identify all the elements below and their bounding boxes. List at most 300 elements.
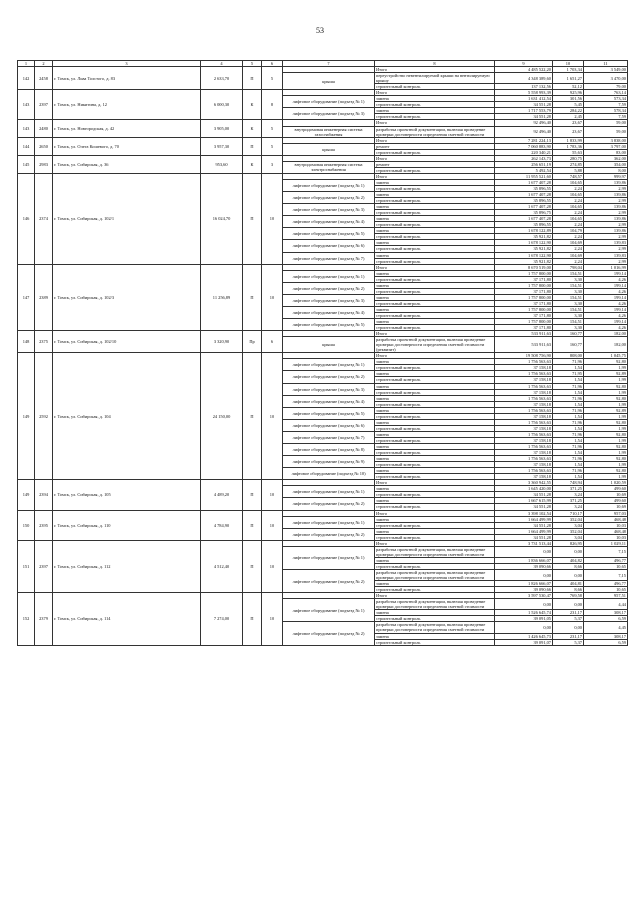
cost-per-sqm: 154,51 bbox=[553, 319, 584, 325]
cost-limit: 573,34 bbox=[584, 96, 628, 102]
cost-limit: 10,69 bbox=[584, 504, 628, 510]
cost-per-sqm: 1 703,34 bbox=[553, 67, 584, 73]
cost-total: 34 551,28 bbox=[495, 534, 553, 540]
work-stage: замена bbox=[375, 282, 495, 288]
cost-per-sqm: 71,96 bbox=[553, 456, 584, 462]
cost-per-sqm: 3,30 bbox=[553, 300, 584, 306]
house-address: г. Томск, ул. Сибирская, д. 36 bbox=[53, 155, 201, 173]
cost-total: 35 921,82 bbox=[495, 258, 553, 264]
work-type: лифтовое оборудование (подъезд № 4) bbox=[283, 306, 375, 318]
row-number: 143 bbox=[18, 90, 35, 120]
cost-total: 35 921,82 bbox=[495, 246, 553, 252]
cost-per-sqm: 710,17 bbox=[553, 510, 584, 516]
work-stage: разработка проектной документации, включая проведение проверки достоверности определения сметной стоимости bbox=[375, 622, 495, 633]
cost-limit: 308,17 bbox=[584, 610, 628, 616]
work-stage: строительный контроль bbox=[375, 425, 495, 431]
cost-limit: 6,59 bbox=[584, 639, 628, 645]
cost-total: 19 508 756,90 bbox=[495, 353, 553, 359]
work-stage: Итого bbox=[375, 155, 495, 161]
work-stage: строительный контроль bbox=[375, 149, 495, 155]
floor-count: 5 bbox=[262, 137, 283, 155]
cost-per-sqm: 0,00 bbox=[553, 622, 584, 633]
cost-per-sqm: 2,24 bbox=[553, 185, 584, 191]
cost-per-sqm: 798,04 bbox=[553, 264, 584, 270]
cost-total: 39 090,66 bbox=[495, 587, 553, 593]
cost-per-sqm: 3,30 bbox=[553, 325, 584, 331]
wall-material: П bbox=[243, 353, 262, 480]
work-stage: строительный контроль bbox=[375, 437, 495, 443]
work-stage: строительный контроль bbox=[375, 504, 495, 510]
work-stage: замена bbox=[375, 306, 495, 312]
cost-limit: 1,99 bbox=[584, 413, 628, 419]
work-type: лифтовое оборудование (подъезд № 9) bbox=[283, 456, 375, 468]
cost-limit: 199,14 bbox=[584, 294, 628, 300]
work-stage: замена bbox=[375, 383, 495, 389]
house-area: 3 905,00 bbox=[201, 120, 243, 137]
work-stage: замена bbox=[375, 270, 495, 276]
floor-count: 10 bbox=[262, 540, 283, 592]
wall-material: К bbox=[243, 120, 262, 137]
cost-total: 1 757 800,00 bbox=[495, 270, 553, 276]
work-type: лифтовое оборудование (подъезд № 2) bbox=[283, 622, 375, 645]
work-stage: замена bbox=[375, 486, 495, 492]
work-type: крыша bbox=[283, 337, 375, 353]
cost-total: 92 496,40 bbox=[495, 120, 553, 126]
work-stage: разработка проектной документации, включая проведение проверки достоверности определения сметной стоимости bbox=[375, 126, 495, 137]
work-type: лифтовое оборудование (подъезд № 1) bbox=[283, 96, 375, 108]
cost-per-sqm: 160,77 bbox=[553, 331, 584, 337]
work-stage: строительный контроль bbox=[375, 312, 495, 318]
work-stage: замена bbox=[375, 516, 495, 522]
work-stage: переустройство невентилируемой крыши на вентилируемую крышу bbox=[375, 73, 495, 84]
cost-limit: 199,14 bbox=[584, 270, 628, 276]
work-type: лифтовое оборудование (подъезд № 5) bbox=[283, 407, 375, 419]
cost-per-sqm: 352,04 bbox=[553, 528, 584, 534]
work-stage: замена bbox=[375, 204, 495, 210]
house-code: 2379 bbox=[35, 593, 53, 645]
cost-limit: 1,99 bbox=[584, 425, 628, 431]
cost-limit: 182,00 bbox=[584, 331, 628, 337]
work-stage: замена bbox=[375, 216, 495, 222]
cost-per-sqm: 71,96 bbox=[553, 419, 584, 425]
work-type: лифтовое оборудование (подъезд № 3) bbox=[283, 383, 375, 395]
cost-limit: 139,83 bbox=[584, 252, 628, 258]
cost-total: 5 558 993,39 bbox=[495, 90, 553, 96]
cost-total: 34 551,28 bbox=[495, 504, 553, 510]
cost-per-sqm: 5,45 bbox=[553, 102, 584, 108]
cost-total: 3 398 102,54 bbox=[495, 510, 553, 516]
cost-per-sqm: 925,96 bbox=[553, 90, 584, 96]
cost-total: 37 158,18 bbox=[495, 389, 553, 395]
cost-total: 1 757 800,00 bbox=[495, 294, 553, 300]
cost-total: 37 171,80 bbox=[495, 325, 553, 331]
cost-per-sqm: 154,51 bbox=[553, 282, 584, 288]
cost-limit: 3 838,00 bbox=[584, 137, 628, 143]
cost-limit: 139,86 bbox=[584, 204, 628, 210]
work-stage: строительный контроль bbox=[375, 462, 495, 468]
house-area: 2 633,70 bbox=[201, 67, 243, 90]
cost-total: 34 551,28 bbox=[495, 102, 553, 108]
work-stage: строительный контроль bbox=[375, 84, 495, 90]
cost-total: 34 551,28 bbox=[495, 114, 553, 120]
house-address: г. Томск, ул. Новгородская, д. 42 bbox=[53, 120, 201, 137]
work-stage: строительный контроль bbox=[375, 401, 495, 407]
work-stage: строительный контроль bbox=[375, 616, 495, 622]
work-type: лифтовое оборудование (подъезд № 4) bbox=[283, 216, 375, 228]
cost-total: 37 171,80 bbox=[495, 276, 553, 282]
cost-limit: 1,99 bbox=[584, 377, 628, 383]
cost-per-sqm: 404,82 bbox=[553, 557, 584, 563]
cost-per-sqm: 71,96 bbox=[553, 395, 584, 401]
floor-count: 5 bbox=[262, 67, 283, 90]
cost-total: 39 091,05 bbox=[495, 616, 553, 622]
cost-limit: 1,99 bbox=[584, 450, 628, 456]
cost-total: 1 664 499,99 bbox=[495, 516, 553, 522]
cost-total: 35 896,55 bbox=[495, 185, 553, 191]
cost-per-sqm: 154,51 bbox=[553, 306, 584, 312]
cost-total: 37 158,18 bbox=[495, 377, 553, 383]
cost-limit: 92,89 bbox=[584, 407, 628, 413]
floor-count: 10 bbox=[262, 353, 283, 480]
cost-limit: 2,99 bbox=[584, 185, 628, 191]
cost-per-sqm: 71,96 bbox=[553, 431, 584, 437]
cost-total: 34 551,28 bbox=[495, 492, 553, 498]
cost-limit: 2,99 bbox=[584, 198, 628, 204]
cost-limit: 92,80 bbox=[584, 444, 628, 450]
cost-limit: 139,86 bbox=[584, 192, 628, 198]
work-stage: строительный контроль bbox=[375, 114, 495, 120]
work-stage: разработка проектной документации, включая проведение проверки достоверности определения сметной стоимости (реквизит) bbox=[375, 337, 495, 353]
cost-per-sqm: 52,12 bbox=[553, 84, 584, 90]
work-stage: строительный контроль bbox=[375, 288, 495, 294]
work-stage: Итого bbox=[375, 90, 495, 96]
house-address: г. Томск, ул. Сибирская, д. 112 bbox=[53, 540, 201, 592]
work-stage: ремонт bbox=[375, 161, 495, 167]
column-number: 3 bbox=[53, 61, 201, 67]
cost-per-sqm: 2,45 bbox=[553, 114, 584, 120]
cost-per-sqm: 1,54 bbox=[553, 437, 584, 443]
cost-total: 37 158,18 bbox=[495, 413, 553, 419]
cost-limit: 2,99 bbox=[584, 246, 628, 252]
floor-count: 3 bbox=[262, 155, 283, 173]
work-type: лифтовое оборудование (подъезд № 1) bbox=[283, 270, 375, 282]
work-stage: Итого bbox=[375, 331, 495, 337]
cost-limit: 92,80 bbox=[584, 468, 628, 474]
work-stage: замена bbox=[375, 431, 495, 437]
cost-limit: 362,00 bbox=[584, 155, 628, 161]
cost-total: 0,00 bbox=[495, 569, 553, 580]
cost-per-sqm: 748,57 bbox=[553, 173, 584, 179]
house-code: 2480 bbox=[35, 120, 53, 137]
cost-per-sqm: 808,00 bbox=[553, 353, 584, 359]
cost-per-sqm: 71,96 bbox=[553, 383, 584, 389]
cost-per-sqm: 3,24 bbox=[553, 504, 584, 510]
work-type: лифтовое оборудование (подъезд № 1) bbox=[283, 359, 375, 371]
cost-total: 533 911,63 bbox=[495, 331, 553, 337]
cost-per-sqm: 371,25 bbox=[553, 498, 584, 504]
wall-material: П bbox=[243, 137, 262, 155]
cost-per-sqm: 104,69 bbox=[553, 240, 584, 246]
cost-per-sqm: 284,22 bbox=[553, 108, 584, 114]
cost-limit: 1 020,59 bbox=[584, 480, 628, 486]
work-stage: замена bbox=[375, 610, 495, 616]
cost-total: 0,00 bbox=[495, 622, 553, 633]
work-stage: строительный контроль bbox=[375, 474, 495, 480]
cost-total: 37 171,80 bbox=[495, 312, 553, 318]
work-type: лифтовое оборудование (подъезд № 2) bbox=[283, 569, 375, 592]
work-stage: строительный контроль bbox=[375, 276, 495, 282]
cost-total: 37 158,18 bbox=[495, 401, 553, 407]
cost-total: 1 664 499,99 bbox=[495, 528, 553, 534]
cost-per-sqm: 71,96 bbox=[553, 444, 584, 450]
cost-total: 1 426 645,73 bbox=[495, 633, 553, 639]
cost-total: 37 171,80 bbox=[495, 288, 553, 294]
row-number: 150 bbox=[18, 510, 35, 540]
wall-material: П bbox=[243, 173, 262, 264]
cost-total: 1 677 407,28 bbox=[495, 204, 553, 210]
cost-limit: 4,26 bbox=[584, 300, 628, 306]
cost-total: 1 678 122,90 bbox=[495, 252, 553, 258]
cost-per-sqm: 231,17 bbox=[553, 610, 584, 616]
house-code: 2394 bbox=[35, 480, 53, 510]
cost-total: 1 756 563,63 bbox=[495, 395, 553, 401]
row-number: 142 bbox=[18, 67, 35, 90]
cost-total: 39 091,07 bbox=[495, 639, 553, 645]
work-stage: Итого bbox=[375, 137, 495, 143]
work-stage: строительный контроль bbox=[375, 185, 495, 191]
cost-total: 1 631 412,54 bbox=[495, 96, 553, 102]
cost-per-sqm: 2,24 bbox=[553, 234, 584, 240]
work-stage: строительный контроль bbox=[375, 377, 495, 383]
cost-limit: 92,80 bbox=[584, 456, 628, 462]
cost-total: 92 496,40 bbox=[495, 126, 553, 137]
house-area: 11 256,89 bbox=[201, 264, 243, 331]
column-number: 2 bbox=[35, 61, 53, 67]
cost-limit: 468,48 bbox=[584, 528, 628, 534]
work-stage: замена bbox=[375, 407, 495, 413]
cost-total: 39 090,66 bbox=[495, 563, 553, 569]
cost-total: 3 360 942,55 bbox=[495, 480, 553, 486]
cost-per-sqm: 160,77 bbox=[553, 337, 584, 353]
house-address: г. Томск, ул. Сибирская, д. 105 bbox=[53, 480, 201, 510]
column-number: 9 bbox=[495, 61, 553, 67]
work-stage: замена bbox=[375, 468, 495, 474]
cost-per-sqm: 231,17 bbox=[553, 633, 584, 639]
floor-count: 5 bbox=[262, 120, 283, 137]
work-type: лифтовое оборудование (подъезд № 3) bbox=[283, 204, 375, 216]
work-type: лифтовое оборудование (подъезд № 7) bbox=[283, 431, 375, 443]
cost-limit: 10,65 bbox=[584, 563, 628, 569]
cost-limit: 763,14 bbox=[584, 90, 628, 96]
house-area: 3 320,90 bbox=[201, 331, 243, 353]
cost-limit: 79,00 bbox=[584, 84, 628, 90]
cost-per-sqm: 2,24 bbox=[553, 198, 584, 204]
cost-limit: 7,59 bbox=[584, 114, 628, 120]
column-number: 1 bbox=[18, 61, 35, 67]
cost-per-sqm: 1,54 bbox=[553, 425, 584, 431]
house-area: 4 489,20 bbox=[201, 480, 243, 510]
cost-total: 35 896,55 bbox=[495, 198, 553, 204]
work-stage: замена bbox=[375, 498, 495, 504]
cost-limit: 10,65 bbox=[584, 587, 628, 593]
cost-total: 0,00 bbox=[495, 599, 553, 610]
work-stage: замена bbox=[375, 528, 495, 534]
cost-per-sqm: 1 651,27 bbox=[553, 73, 584, 84]
cost-limit: 4,26 bbox=[584, 312, 628, 318]
cost-per-sqm: 301,56 bbox=[553, 96, 584, 102]
work-stage: Итого bbox=[375, 120, 495, 126]
cost-limit: 139,83 bbox=[584, 240, 628, 246]
cost-total: 1 756 563,63 bbox=[495, 383, 553, 389]
work-stage: строительный контроль bbox=[375, 258, 495, 264]
cost-limit: 139,86 bbox=[584, 179, 628, 185]
work-stage: Итого bbox=[375, 540, 495, 546]
cost-limit: 1,99 bbox=[584, 474, 628, 480]
cost-total: 37 158,18 bbox=[495, 450, 553, 456]
work-stage: строительный контроль bbox=[375, 198, 495, 204]
cost-total: 1 757 800,00 bbox=[495, 306, 553, 312]
cost-per-sqm: 1 833,99 bbox=[553, 137, 584, 143]
wall-material: П bbox=[243, 593, 262, 645]
work-stage: замена bbox=[375, 371, 495, 377]
cost-limit: 1,99 bbox=[584, 365, 628, 371]
work-stage: строительный контроль bbox=[375, 365, 495, 371]
house-address: г. Томск, ул. Олега Кошевого, д. 70 bbox=[53, 137, 201, 155]
cost-limit: 4,26 bbox=[584, 276, 628, 282]
cost-limit: 496,77 bbox=[584, 557, 628, 563]
work-type: лифтовое оборудование (подъезд № 10) bbox=[283, 468, 375, 480]
work-stage: Итого bbox=[375, 67, 495, 73]
cost-limit: 92,89 bbox=[584, 371, 628, 377]
cost-per-sqm: 104,65 bbox=[553, 179, 584, 185]
repair-register-table bbox=[17, 60, 628, 646]
cost-total: 37 158,18 bbox=[495, 425, 553, 431]
cost-per-sqm: 1,54 bbox=[553, 474, 584, 480]
cost-limit: 139,86 bbox=[584, 216, 628, 222]
cost-per-sqm: 274,85 bbox=[553, 161, 584, 167]
work-stage: строительный контроль bbox=[375, 639, 495, 645]
cost-limit: 199,14 bbox=[584, 282, 628, 288]
cost-total: 37 171,80 bbox=[495, 300, 553, 306]
work-stage: замена bbox=[375, 633, 495, 639]
house-area: 4 512,40 bbox=[201, 540, 243, 592]
cost-per-sqm: 1 783,36 bbox=[553, 143, 584, 149]
cost-total: 3 597 530,47 bbox=[495, 593, 553, 599]
cost-limit: 4,44 bbox=[584, 599, 628, 610]
cost-limit: 59,00 bbox=[584, 120, 628, 126]
row-number: 151 bbox=[18, 540, 35, 592]
work-stage: замена bbox=[375, 319, 495, 325]
cost-limit: 7,15 bbox=[584, 546, 628, 557]
cost-limit: 499,60 bbox=[584, 498, 628, 504]
cost-limit: 7,15 bbox=[584, 569, 628, 580]
cost-limit: 92,80 bbox=[584, 419, 628, 425]
cost-total: 7 060 883,90 bbox=[495, 143, 553, 149]
work-stage: строительный контроль bbox=[375, 246, 495, 252]
cost-per-sqm: 826,95 bbox=[553, 540, 584, 546]
column-number: 7 bbox=[283, 61, 375, 67]
column-number: 6 bbox=[262, 61, 283, 67]
cost-limit: 2,99 bbox=[584, 258, 628, 264]
cost-total: 4 485 522,20 bbox=[495, 67, 553, 73]
cost-limit: 1 029,11 bbox=[584, 540, 628, 546]
work-type: лифтовое оборудование (подъезд № 4) bbox=[283, 395, 375, 407]
work-type: лифтовое оборудование (подъезд № 3) bbox=[283, 108, 375, 120]
cost-per-sqm: 8,66 bbox=[553, 563, 584, 569]
cost-total: 35 921,82 bbox=[495, 234, 553, 240]
cost-total: 37 158,18 bbox=[495, 365, 553, 371]
work-stage: ремонт bbox=[375, 143, 495, 149]
cost-per-sqm: 154,51 bbox=[553, 270, 584, 276]
cost-limit: 3 549,00 bbox=[584, 67, 628, 73]
cost-total: 1 756 563,63 bbox=[495, 371, 553, 377]
cost-per-sqm: 0,00 bbox=[553, 599, 584, 610]
cost-total: 1 836 666,07 bbox=[495, 557, 553, 563]
work-stage: Итого bbox=[375, 510, 495, 516]
work-type: лифтовое оборудование (подъезд № 1) bbox=[283, 599, 375, 622]
work-stage: замена bbox=[375, 359, 495, 365]
row-number: 148 bbox=[18, 331, 35, 353]
cost-limit: 139,86 bbox=[584, 228, 628, 234]
work-type: крыша bbox=[283, 143, 375, 155]
cost-limit: 468,48 bbox=[584, 516, 628, 522]
work-stage: замена bbox=[375, 96, 495, 102]
house-address: г. Томск, ул. Сибирская, д. 102/10 bbox=[53, 331, 201, 353]
cost-per-sqm: 3,30 bbox=[553, 312, 584, 318]
cost-limit: 496,77 bbox=[584, 581, 628, 587]
cost-limit: 3 797,00 bbox=[584, 143, 628, 149]
cost-per-sqm: 3,24 bbox=[553, 492, 584, 498]
work-stage: строительный контроль bbox=[375, 300, 495, 306]
work-type: лифтовое оборудование (подъезд № 1) bbox=[283, 516, 375, 528]
house-code: 2389 bbox=[35, 264, 53, 331]
floor-count: 6 bbox=[262, 331, 283, 353]
cost-total: 1 678 122,89 bbox=[495, 228, 553, 234]
work-type: внутридомовая инженерная система газоснабжения bbox=[283, 126, 375, 137]
cost-total: 1 717 553,79 bbox=[495, 108, 553, 114]
cost-total: 1 756 563,63 bbox=[495, 444, 553, 450]
cost-limit: 4,45 bbox=[584, 622, 628, 633]
cost-per-sqm: 104,79 bbox=[553, 228, 584, 234]
cost-total: 37 158,18 bbox=[495, 437, 553, 443]
work-stage: строительный контроль bbox=[375, 234, 495, 240]
house-address: г. Томск, ул. Сибирская, д. 114 bbox=[53, 593, 201, 645]
house-code: 2375 bbox=[35, 331, 53, 353]
cost-limit: 10,03 bbox=[584, 522, 628, 528]
cost-per-sqm: 23,67 bbox=[553, 120, 584, 126]
cost-limit: 83,00 bbox=[584, 149, 628, 155]
cost-total: 1 756 563,63 bbox=[495, 431, 553, 437]
work-type: внутридомовая инженерная система электроснабжения bbox=[283, 161, 375, 173]
house-code: 2395 bbox=[35, 510, 53, 540]
house-area: 7 274,00 bbox=[201, 593, 243, 645]
house-code: 2983 bbox=[35, 155, 53, 173]
cost-per-sqm: 2,24 bbox=[553, 258, 584, 264]
cost-per-sqm: 2,24 bbox=[553, 222, 584, 228]
cost-per-sqm: 5,37 bbox=[553, 639, 584, 645]
work-stage: замена bbox=[375, 395, 495, 401]
cost-per-sqm: 280,75 bbox=[553, 155, 584, 161]
cost-limit: 92,80 bbox=[584, 431, 628, 437]
work-type: лифтовое оборудование (подъезд № 2) bbox=[283, 282, 375, 294]
cost-per-sqm: 3,04 bbox=[553, 522, 584, 528]
house-address: г. Томск, ул. Льва Толстого, д. 83 bbox=[53, 67, 201, 90]
cost-per-sqm: 371,25 bbox=[553, 486, 584, 492]
cost-per-sqm: 1,54 bbox=[553, 365, 584, 371]
cost-per-sqm: 104,65 bbox=[553, 192, 584, 198]
cost-limit: 308,17 bbox=[584, 633, 628, 639]
row-number: 143 bbox=[18, 120, 35, 137]
